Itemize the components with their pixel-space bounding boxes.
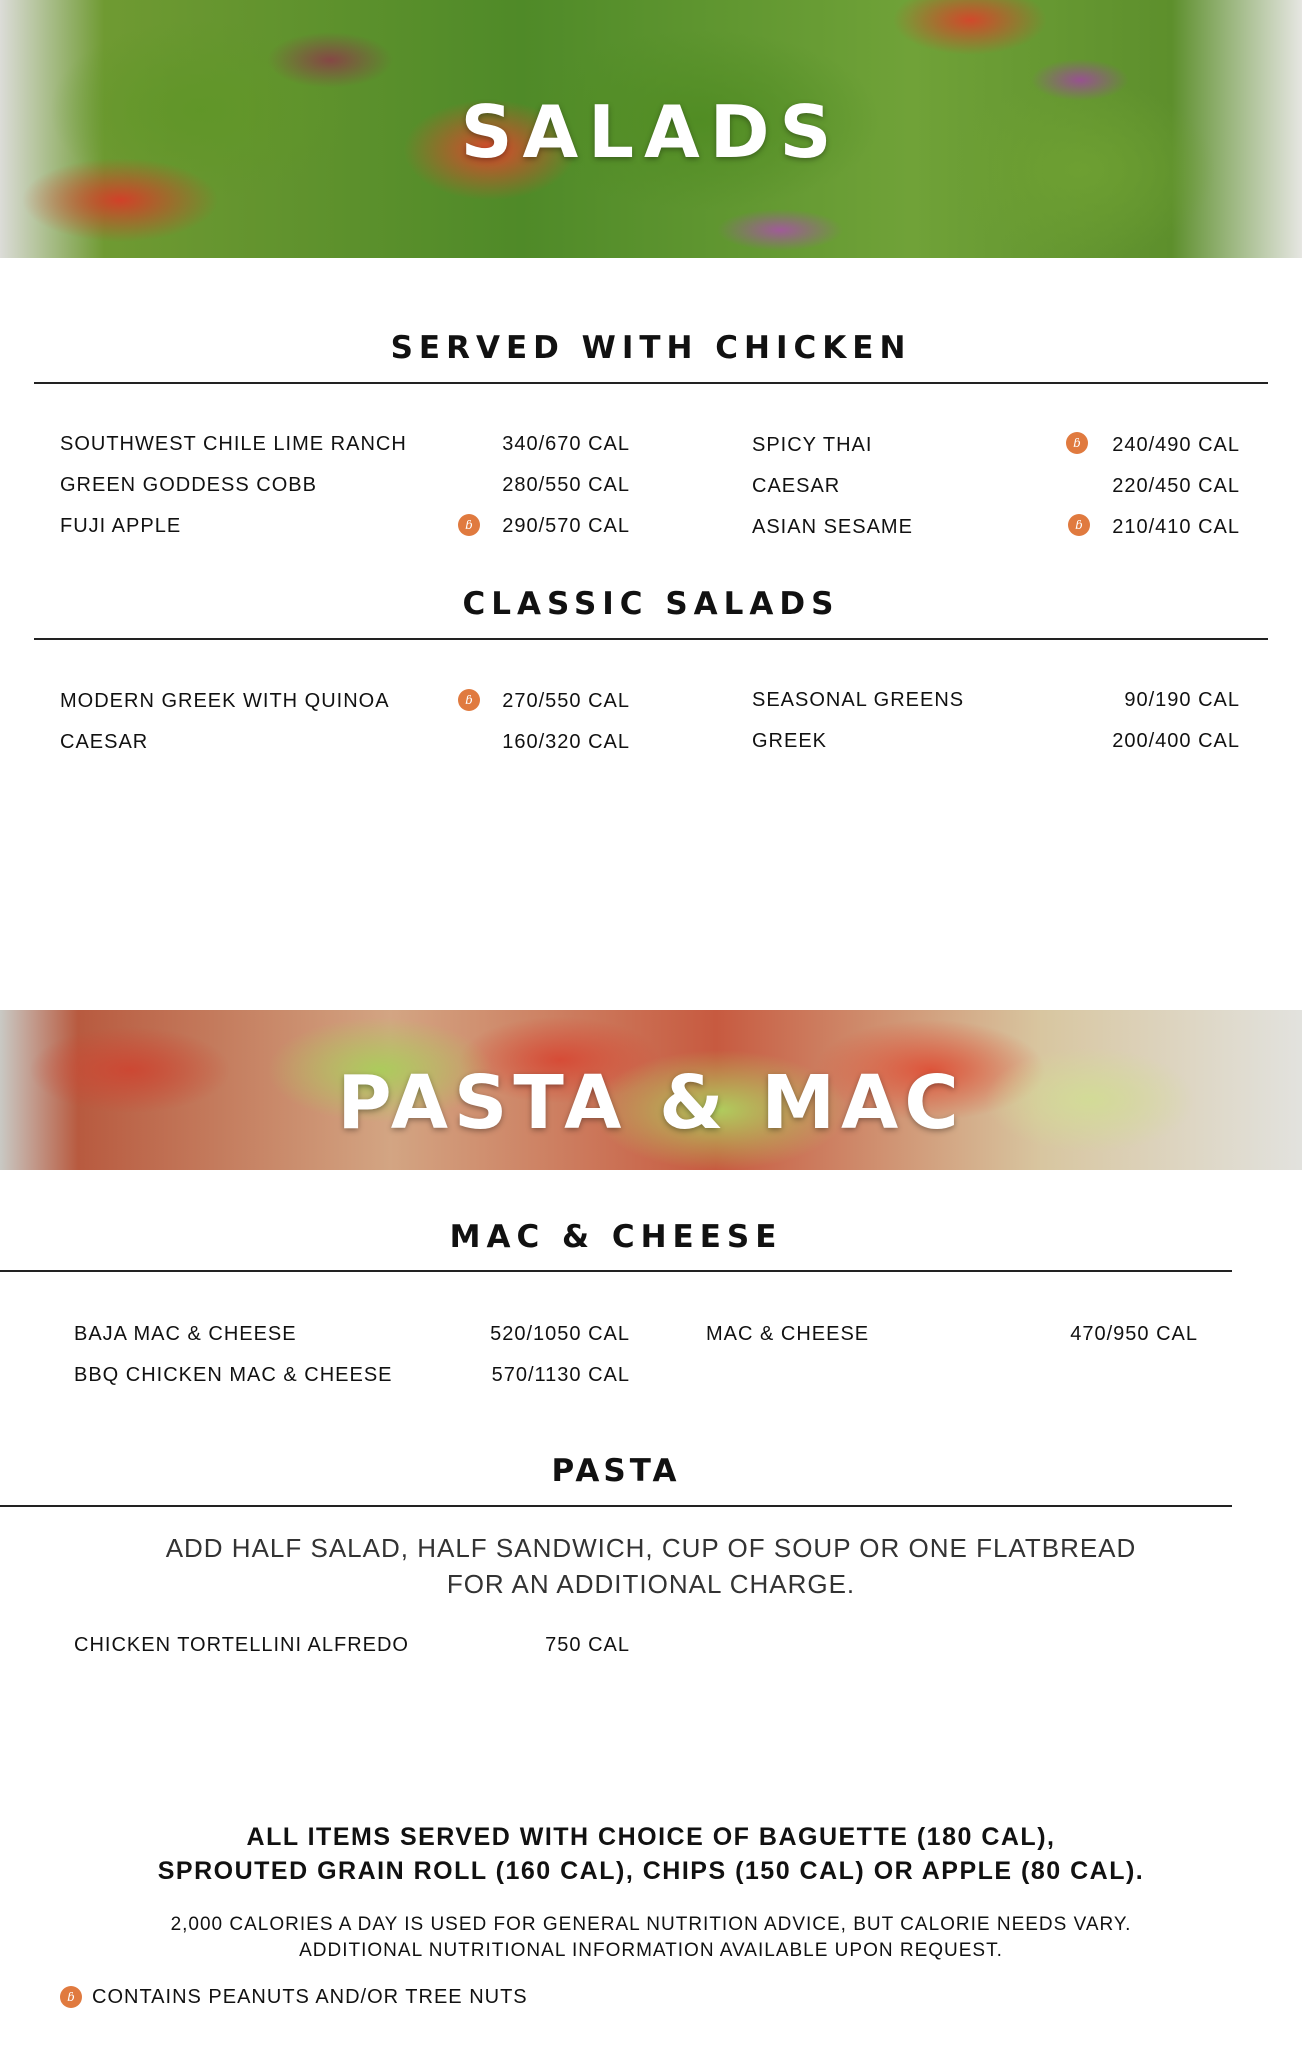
- menu-item-name: MAC & CHEESE: [706, 1323, 870, 1345]
- nut-allergen-icon: ɓ: [458, 689, 480, 711]
- menu-item-calories: 240/490 CAL: [1112, 434, 1240, 456]
- menu-item-calories: 290/570 CAL: [502, 515, 630, 537]
- menu-item-name: GREEK: [752, 730, 828, 752]
- menu-item-calories: 210/410 CAL: [1112, 516, 1240, 538]
- pasta-add-on-note: ADD HALF SALAD, HALF SANDWICH, CUP OF SOUP OR ONE FLATBREAD: [165, 1533, 1137, 1563]
- pasta-add-on-note: FOR AN ADDITIONAL CHARGE.: [446, 1569, 856, 1599]
- bread-choice-note: SPROUTED GRAIN ROLL (160 CAL), CHIPS (150 CAL) OR APPLE (80 CAL).: [157, 1857, 1145, 1885]
- nut-allergen-icon: ɓ: [458, 514, 480, 536]
- menu-item-calories: 470/950 CAL: [1070, 1323, 1198, 1345]
- nut-allergen-icon: ɓ: [60, 1986, 82, 2008]
- menu-item-name: CAESAR: [752, 475, 841, 497]
- mac-cheese-divider: [0, 1270, 1232, 1272]
- menu-item-calories: 750 CAL: [545, 1634, 630, 1656]
- menu-item-name: SOUTHWEST CHILE LIME RANCH: [60, 433, 407, 455]
- menu-item-name: FUJI APPLE: [60, 515, 182, 537]
- menu-item-calories: 220/450 CAL: [1112, 475, 1240, 497]
- calorie-advice-note: 2,000 CALORIES A DAY IS USED FOR GENERAL NUTRITION ADVICE, BUT CALORIE NEEDS VARY.: [170, 1914, 1132, 1935]
- served-with-chicken-divider: [34, 382, 1268, 384]
- mac-cheese-heading: MAC & CHEESE: [449, 1219, 783, 1255]
- menu-item-calories: 280/550 CAL: [502, 474, 630, 496]
- salads-banner-title: SALADS: [460, 90, 842, 174]
- bread-choice-note: ALL ITEMS SERVED WITH CHOICE OF BAGUETTE (180 CAL),: [246, 1823, 1056, 1851]
- nut-allergen-icon: ɓ: [1068, 514, 1090, 536]
- calorie-advice-note: ADDITIONAL NUTRITIONAL INFORMATION AVAILABLE UPON REQUEST.: [299, 1940, 1003, 1961]
- pasta-divider: [0, 1505, 1232, 1507]
- classic-salads-heading: CLASSIC SALADS: [462, 586, 840, 622]
- menu-item-name: MODERN GREEK WITH QUINOA: [60, 690, 390, 712]
- menu-item-name: CHICKEN TORTELLINI ALFREDO: [74, 1634, 409, 1656]
- menu-item-calories: 570/1130 CAL: [491, 1364, 630, 1386]
- menu-item-name: SEASONAL GREENS: [752, 689, 965, 711]
- classic-salads-divider: [34, 638, 1268, 640]
- nut-allergen-legend: CONTAINS PEANUTS AND/OR TREE NUTS: [92, 1986, 528, 2008]
- served-with-chicken-heading: SERVED WITH CHICKEN: [390, 330, 912, 366]
- menu-item-name: CAESAR: [60, 731, 149, 753]
- menu-item-calories: 270/550 CAL: [502, 690, 630, 712]
- menu-item-name: GREEN GODDESS COBB: [60, 474, 317, 496]
- menu-item-calories: 90/190 CAL: [1124, 689, 1240, 711]
- menu-item-name: SPICY THAI: [752, 434, 873, 456]
- menu-item-calories: 160/320 CAL: [502, 731, 630, 753]
- pasta-mac-banner-image: [0, 1010, 1302, 1170]
- salads-banner-image: [0, 0, 1302, 258]
- nut-allergen-icon: ɓ: [1066, 432, 1088, 454]
- menu-item-name: BBQ CHICKEN MAC & CHEESE: [74, 1364, 393, 1386]
- pasta-mac-banner-title: PASTA & MAC: [337, 1060, 965, 1146]
- menu-item-calories: 340/670 CAL: [502, 433, 630, 455]
- menu-item-calories: 520/1050 CAL: [490, 1323, 630, 1345]
- pasta-heading: PASTA: [551, 1453, 681, 1489]
- menu-item-name: ASIAN SESAME: [752, 516, 913, 538]
- menu-item-name: BAJA MAC & CHEESE: [74, 1323, 297, 1345]
- menu-item-calories: 200/400 CAL: [1112, 730, 1240, 752]
